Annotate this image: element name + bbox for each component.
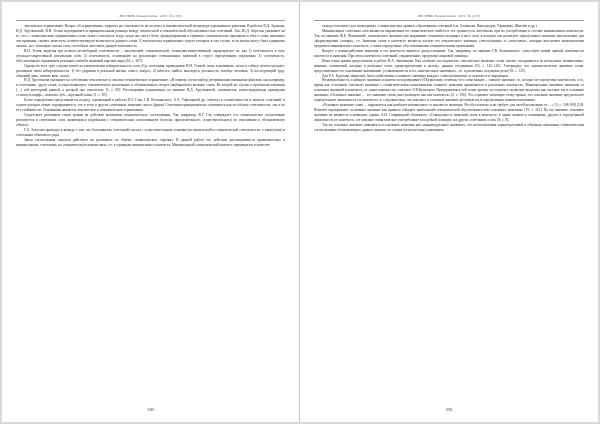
running-head-left: ВЕСТНИК Университета · 2019 · № 2 (35) (16, 14, 285, 21)
page-number-left: 349 (147, 407, 154, 412)
paragraph: Вопрос о взаимодействии значения и его контекста является дискуссионным. Так, например, по мнению Г.В. Колшанского, существует некий прямой зависимость контекста и значения. При этом контекстом сочетаний, ограниченных пределами языковой единицы. (314, 48, 584, 58)
left-page (2, 2, 300, 422)
left-page-text (16, 24, 285, 396)
paragraph: Минимальные сочетания слов являются выражением их семантических свойств и тех «разнесутся листочков» при их употреблении в составе минимальных контекстов. Так, по мнению Ж.Е. Фомичевой, «контекстное значение как выражение семантики входящих в него слов, в котором оно реализует определенное значение (аналогичные для «формулировки словаря», т.е. Значение слова в контексте является частью его лексического значения «текстуальные» и «текстовые», которые выступают компонентами предиката минимального контекста, а также определенно обусловленными семантическими признаками. (314, 28, 584, 48)
paragraph: В.Н. Телия, выделяя три аспекта несвободной сочетаемости – лексический, семантический, семантико-вещественный, характеризует их, как 1) сочетаемость в силу узуально-закрепленной реализации слов; 2) сочетаемость, основанную на реализации селекционных значений в строго определённом окружении; 3) сочетаемость, обусловленную отражением реальных связей в языковой картине мира [16, с. 267]. (16, 48, 285, 63)
paragraph: Для Р.А. Будагова, напротив, было свойственно основного значения каждого слова независимо от контекста и окружения. (322, 73, 509, 78)
paragraph: «Основное значение слова … выражается как наиболее независимое от контекста значение. Не обусловлено и не требует для своей реализации от …» [5, с. 108-109] Д.Н. Шмелёв подчёркивает «основное значение как правило обладает наибольшей семантической обусловленностью основного значения» [19, с. 112]. По его мнению, основное значение не являются основными, однако А.И. Смирницкий обозначает. «Совокупность значений слова в контексте: в одних являются основными, других в определённой зависимости от контекста: «ее лексико-семантическое употребление в подобной позиции; и в других сочетаниях слов» [8, с. 8]. (314, 103, 584, 123)
paragraph: Незавершенность основного значения и контекста подчёркивает Н.Курилович, отмечая, что слова важнее – главное значение, то, которое не определено контекстом, а то, время как остальные (частные) значения с семантическими компонентами главного значения проявляются в различных контекстах. Минимальные значения зависимы от основных значений в контексте, от «многозначности» отмечает Э.В.Кузнецова. Придерживаясь той точки зрения, что контекст позволяет выделить как частные так и основные значения; «Основное значение … это значение слова, выступающего как вне контекста» [2, с. 156]. Это отражает типичную точку зрения, что основное значение предполагает определенную зависимость его контекста, и, следовательно, что контекст и основное значение реализуются в определенных взаимоотношениях. (314, 78, 584, 103)
right-page (300, 2, 598, 422)
paragraph: самодостаточного для «выведения» «семантических правил» образования сочетаний (см. Ахманова, Виноградов, Уфимцева, Шмелёв и др.). (322, 24, 538, 28)
paragraph: Н.Д. Арутюнова указывает на собственно-лексическое и лексико-семантическое ограничение: «В первом случае выбор детерминации внешними фактами, как например, в сочетаниях: друга слова, осуществляющего семантическое реализацию и обозначающего второе (выбираемое) явление слова. Во второй же случае в противопоставлении (…) той категорией равной, к которой оно относится» [1, с. 85]. Рассматривая ограничения, по мнению Н.Д. Арутюновой, «изменяется, иллюстрирующая примерами «стиснуть шарф», «вписать зуб», «крупный план» [1, с. 85]. (16, 78, 285, 98)
paragraph: Более определенно представляется подход, отраженный в работах В.Г. Гака, Г.В. Колшанского, А.А. Уфимцевой др.: переход к соотнесенности и анализу сочетаний, в основе которых лежит подчеркивается, что в этом и других сочетаниях значение смысл (фраза) Сочетания принципиально отличаются как по объему сочетаемости, так и по её устойчивости. Основными являются лексические и семантические ограничения. (16, 98, 285, 113)
running-head-right: ВЕСТНИК Университета · 2019 · № 2 (35) (314, 14, 584, 21)
paragraph: Г.А. Золотова приводит к выводу о том, что большинство сочетаний глагола с существительным основано на лексической и семантической сочетаемости, а также (или) в сочетаниях объектного ряда. (16, 128, 285, 137)
paragraph: Так же основное значение появляется в основном значении как «индивидуальное значение», его неотъемлемым характеристикой и обычным связанным семантическим согласованием обозначающего данное понятие по словам (относительно) значением. (314, 123, 584, 133)
paragraph: Закон согласования смыслов действует на различных по объёму семантических отрезках. В данной работе его действие рассматривается применительно к минимальному сочетанию, но семантическую взаимосвязь, т.е. к единицам минимального контекста. Минимальный семантический контекст применяется в качестве (16, 137, 285, 147)
paragraph: Иная точка зрения представлена в работе В.А. Звегинцева. Как отмечает исследователь, лексическое значение слова «может складываться из нескольких независимых, никаких, отношений, которые в реальных стоят, характеризующие в целом», данные соединения [18, с. 125–126]. Утверждает, что лингвистическое значение слова, представленное его основными значениями, устанавливается в его «контекстных значениях», т.е. в различных ситуациях речи [18, с. 125]. (314, 58, 584, 73)
book-spread (2, 2, 598, 422)
paragraph: Существует различные точки зрения на действие механизма семантического согласования. Так, например, В.Г. Гак утверждает, что семантическое согласование реализуется в сочетаниях слов, являющихся подобными с семантическим согласованием (глагола, прилагательного, существительного) по отношению к обозначаемому объекту. (16, 113, 285, 128)
paragraph: лексическое ограничение. Вопрос об ограничениях, запретах на сочетаемость не получил в лингвистической литературе однозначного решения. В работах В.Д. Аракина, Н.Д. Арутюновой, В.Н. Телии подчеркивается принципиальная разница между лексической и семантической обусловленностью сочетаний. Так, Ю.Д. Апресян указывает на то, что с семантическим ограничением слово может сочетаться тогда, когда оно могут быть сформулированы в терминах семантических признаков особого слова, имеющих эти признаки, сможет заместить соответствующую валентность данного слова. О лексическом ограничении следует говорить в том случае, если нельзя могут быть одинаково сказать, но с помощью списка слов, способных заполнить данную валентность. (16, 24, 285, 48)
right-page-text (314, 24, 584, 396)
page-number-right: 350 (445, 407, 453, 412)
paragraph: Однако во всех трёх случаях имеется семантическая избирательность слов. (Ср. сочетания, приводимые В.Н. Телией: шить и вышивать, тихое и гибкое, нетекстуальное; различные типы избирательности: 1) без ударения в реальной жизни, смысл, вопрос, 2) жёлтого, выйти, выглядеть, реальность, вообще человека, 3) последующий труд, обычный день, связать вязь, глаза). (16, 63, 285, 78)
